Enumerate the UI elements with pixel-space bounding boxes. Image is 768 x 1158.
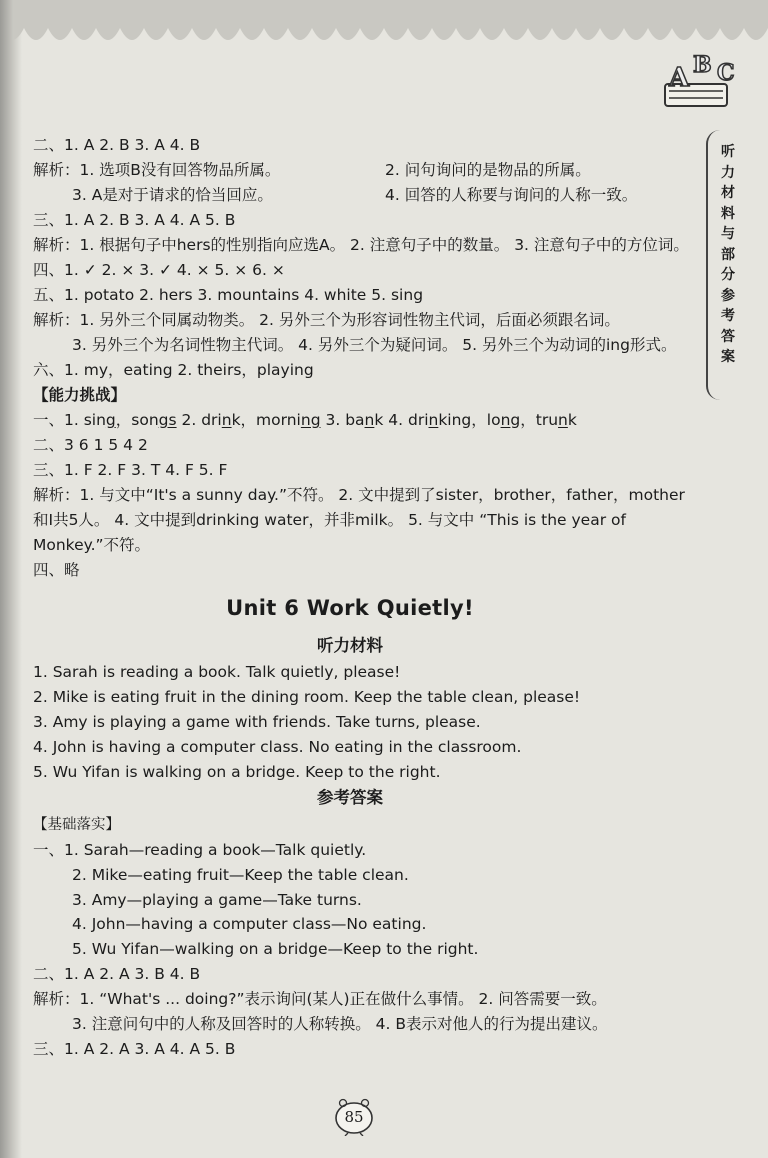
analysis-line: 2. 问句询问的是物品的所属。 <box>385 161 591 179</box>
match-line: 2. Mike—eating fruit—Keep the table clean. <box>72 866 409 884</box>
listening-line: 4. John is having a computer class. No eating in the classroom. <box>33 738 522 756</box>
listening-line: 5. Wu Yifan is walking on a bridge. Keep to the right. <box>33 763 441 781</box>
underlined-letters: gs <box>158 411 177 429</box>
side-tab-char: 与 <box>721 226 735 242</box>
side-tab-char: 案 <box>721 349 735 365</box>
answer-line: 四、略 <box>33 561 80 579</box>
text-run: king，lo <box>438 411 501 429</box>
analysis-line: 和I共5人。 4. 文中提到drinking water，并非milk。 5. 与文中 “This is the year of <box>33 511 626 529</box>
text-run: ，son <box>115 411 159 429</box>
analysis-line: 3. A是对于请求的恰当回应。 <box>72 186 273 204</box>
underlined-letters: n <box>428 411 439 429</box>
logo-letter-a: A <box>669 63 690 93</box>
analysis-line: Monkey.”不符。 <box>33 536 151 554</box>
scalloped-header-band <box>0 0 768 70</box>
underlined-letters: ng <box>300 411 321 429</box>
page-number-badge <box>332 1096 376 1136</box>
match-line: 一、1. Sarah—reading a book—Talk quietly. <box>33 841 367 859</box>
analysis-line: 解析：1. 选项B没有回答物品所属。 <box>33 161 281 179</box>
answer-line-underlined <box>33 410 577 430</box>
analysis-line: 4. 回答的人称要与询问的人称一致。 <box>385 186 638 204</box>
text-run: 3. ba <box>320 411 365 429</box>
abc-book-icon <box>655 46 745 116</box>
side-tab-char: 听 <box>721 144 735 160</box>
listening-line: 2. Mike is eating fruit in the dining room. Keep the table clean, please! <box>33 688 581 706</box>
text-run: 2. dri <box>176 411 222 429</box>
section-heading: 【基础落实】 <box>33 817 120 833</box>
side-tab-listening-answers <box>706 130 748 400</box>
text-run: 一、1. sin <box>33 411 106 429</box>
side-tab-char: 力 <box>721 164 735 181</box>
match-line: 5. Wu Yifan—walking on a bridge—Keep to the right. <box>72 940 479 958</box>
analysis-line: 3. 另外三个为名词性物主代词。 4. 另外三个为疑问词。 5. 另外三个为动词的ing形式。 <box>72 336 677 354</box>
section-heading: 【能力挑战】 <box>33 386 127 404</box>
underlined-letters: n <box>500 411 511 429</box>
side-tab-char: 料 <box>721 205 735 222</box>
text-run: k 4. dri <box>374 411 429 429</box>
underlined-letters: g <box>105 411 116 429</box>
underlined-letters: n <box>364 411 375 429</box>
match-line: 3. Amy—playing a game—Take turns. <box>72 891 362 909</box>
text-run: g，tru <box>510 411 559 429</box>
listening-heading: 听力材料 <box>317 636 383 655</box>
logo-letter-b: B <box>693 52 712 78</box>
answer-line: 二、3 6 1 5 4 2 <box>33 436 148 454</box>
analysis-line: 3. 注意问句中的人称及回答时的人称转换。 4. B表示对他人的行为提出建议。 <box>72 1015 608 1033</box>
answers-heading: 参考答案 <box>317 788 383 807</box>
side-tab-char: 材 <box>721 185 735 201</box>
unit-title: Unit 6 Work Quietly! <box>226 596 474 620</box>
side-tab-char: 分 <box>721 267 735 283</box>
underlined-letters: n <box>558 411 568 429</box>
answer-line: 二、1. A 2. B 3. A 4. B <box>33 136 201 154</box>
page-number: 85 <box>344 1108 364 1126</box>
text-run: k <box>567 411 577 429</box>
answer-line: 二、1. A 2. A 3. B 4. B <box>33 965 201 983</box>
side-tab-char: 答 <box>721 328 735 345</box>
side-tab-char: 参 <box>721 287 735 304</box>
answer-line: 三、1. A 2. A 3. A 4. A 5. B <box>33 1040 236 1058</box>
answer-line: 三、1. F 2. F 3. T 4. F 5. F <box>33 461 228 479</box>
side-tab-char: 部 <box>721 246 735 263</box>
side-tab-char: 考 <box>721 308 735 324</box>
scan-shadow <box>0 0 22 1158</box>
analysis-line: 解析：1. 另外三个同属动物类。 2. 另外三个为形容词性物主代词，后面必须跟名词。 <box>33 311 620 329</box>
analysis-line: 解析：1. “What's ... doing?”表示询问(某人)正在做什么事情。 2. 问答需要一致。 <box>33 990 607 1008</box>
listening-line: 3. Amy is playing a game with friends. Take turns, please. <box>33 713 481 731</box>
listening-line: 1. Sarah is reading a book. Talk quietly, please! <box>33 663 401 681</box>
underlined-letters: n <box>221 411 232 429</box>
answer-line: 六、1. my，eating 2. theirs，playing <box>33 361 314 379</box>
analysis-line: 解析：1. 根据句子中hers的性别指向应选A。 2. 注意句子中的数量。 3. 注意句子中的方位词。 <box>33 236 689 254</box>
logo-letter-c: C <box>717 60 735 86</box>
answer-line: 五、1. potato 2. hers 3. mountains 4. white 5. sing <box>33 286 424 304</box>
answer-line: 四、1. ✓ 2. × 3. ✓ 4. × 5. × 6. × <box>33 261 285 279</box>
analysis-line: 解析：1. 与文中“It's a sunny day.”不符。 2. 文中提到了sister，brother，father，mother <box>33 486 685 504</box>
text-run: k，morni <box>231 411 301 429</box>
answer-line: 三、1. A 2. B 3. A 4. A 5. B <box>33 211 236 229</box>
match-line: 4. John—having a computer class—No eating. <box>72 915 427 933</box>
